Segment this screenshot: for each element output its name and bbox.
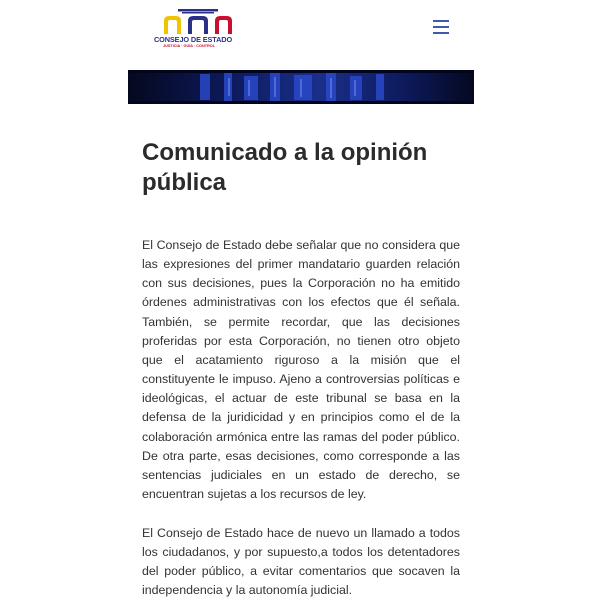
article [142,138,460,598]
page [128,0,474,600]
logo-emblem-icon [154,8,242,36]
logo-title: CONSEJO DE ESTADO [154,35,233,44]
site-header [128,0,474,60]
hamburger-menu-icon[interactable] [432,18,452,36]
page-title: Comunicado a la opinión pública [142,139,428,196]
article-paragraph-2: El Consejo de Estado hace de nuevo un llamado a todos los ciudadanos, y por supuesto,a todos los detentadores del poder público, a evitar comentarios que socaven la independencia y la autonomía judicial. [142,526,460,598]
header-banner-image [128,70,474,104]
building-facade-image [128,70,474,104]
article-paragraph-1: El Consejo de Estado debe señalar que no considera que las expresiones del primer mandatario guarden relación con sus decisiones, pues la Corporación no ha emitido órdenes administrativas con los efectos que él señala. También, se permite recordar, que las decisiones proferidas por esta Corporación, no tienen otro objeto que el acatamiento riguroso a la misión que el constituyente le impuso. Ajeno a controversias políticas e ideológicas, el actuar de este tribunal se basa en la defensa de la juridicidad y en principios como el de la colaboración armónica entre las ramas del poder público. De otra parte, esas decisiones, como corresponde a las sentencias judiciales en un estado de derecho, se encuentran sujetas a los recursos de ley. [142,238,460,502]
consejo-de-estado-logo[interactable] [154,8,242,48]
logo-tagline: JUSTICIA · GUÍA · CONTROL [163,44,216,48]
